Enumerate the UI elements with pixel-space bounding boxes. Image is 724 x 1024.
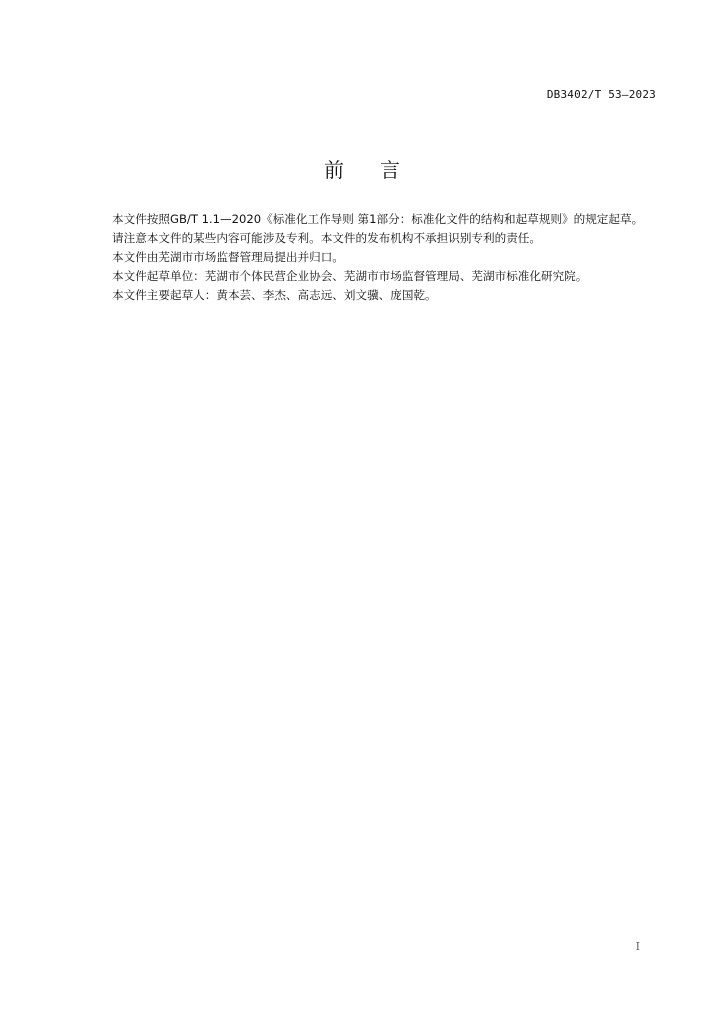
paragraph-proposer: 本文件由芜湖市市场监督管理局提出并归口。 xyxy=(112,250,344,264)
document-code: DB3402/T 53—2023 xyxy=(546,88,656,101)
paragraph-drafting-units: 本文件起草单位：芜湖市个体民营企业协会、芜湖市市场监督管理局、芜湖市标准化研究院。 xyxy=(112,269,588,283)
foreword-body xyxy=(89,210,661,305)
paragraph-patent-notice: 请注意本文件的某些内容可能涉及专利。本文件的发布机构不承担识别专利的责任。 xyxy=(112,231,541,245)
paragraph-drafting-rules: 本文件按照GB/T 1.1—2020《标准化工作导则 第1部分：标准化文件的结构和起草规则》的规定起草。 xyxy=(112,212,644,226)
paragraph-drafters: 本文件主要起草人：黄本芸、李杰、高志远、刘文骥、庞国乾。 xyxy=(112,288,437,302)
page-number: I xyxy=(635,940,640,953)
section-title: 前言 xyxy=(324,158,436,182)
